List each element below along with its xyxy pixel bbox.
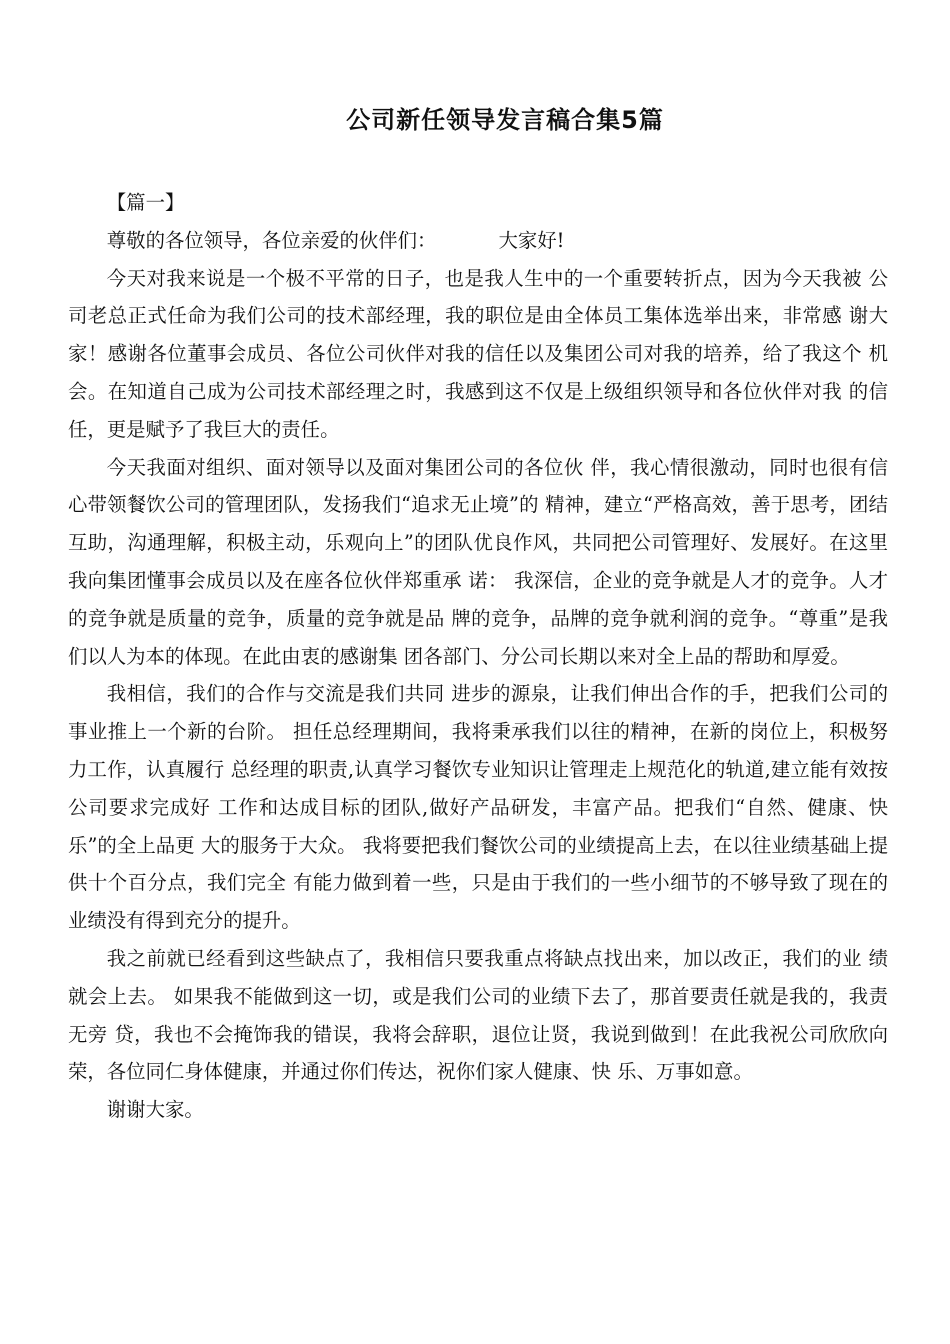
- document-body: [68, 184, 888, 1129]
- paragraph-3: 我相信，我们的合作与交流是我们共同 进步的源泉，让我们伸出合作的手，把我们公司的事业推上一个新的台阶。 担任总经理期间，我将秉承我们以往的精神，在新的岗位上，积极努力工作，认真履行 总经理的职责,认真学习餐饮专业知识让管理走上规范化的轨道,建立能有效按公司要求完成好 工作和达成目标的团队,做好产品研发，丰富产品。把我们“自然、健康、快乐”的全上品更 大的服务于大众。 我将要把我们餐饮公司的业绩提高上去，在以往业绩基础上提供十个百分点，我们完全 有能力做到着一些，只是由于我们的一些小细节的不够导致了现在的业绩没有得到充分的提升。: [68, 682, 888, 933]
- paragraph-1: 今天对我来说是一个极不平常的日子，也是我人生中的一个重要转折点，因为今天我被 公司老总正式任命为我们公司的技术部经理，我的职位是由全体员工集体选举出来，非常感 谢大家！感谢各位董事会成员、各位公司伙伴对我的信任以及集团公司对我的培养，给了我这个 机会。在知道自己成为公司技术部经理之时，我感到这不仅是上级组织领导和各位伙伴对我 的信任，更是赋予了我巨大的责任。: [68, 266, 888, 441]
- greeting-hello: 大家好!: [498, 228, 565, 252]
- paragraph-2: 今天我面对组织、面对领导以及面对集团公司的各位伙 伴，我心情很激动，同时也很有信心带领餐饮公司的管理团队，发扬我们“追求无止境”的 精神，建立“严格高效，善于思考，团结互助，沟通理解，积极主动，乐观向上”的团队优良作风，共同把公司管理好、发展好。在这里我向集团懂事会成员以及在座各位伙伴郑重承 诺： 我深信，企业的竞争就是人才的竞争。人才的竞争就是质量的竞争，质量的竞争就是品 牌的竞争，品牌的竞争就利润的竞争。“尊重”是我们以人为本的体现。在此由衷的感谢集 团各部门、分公司长期以来对全上品的帮助和厚爱。: [68, 455, 888, 668]
- paragraph-4: 我之前就已经看到这些缺点了，我相信只要我重点将缺点找出来，加以改正，我们的业 绩就会上去。 如果我不能做到这一切，或是我们公司的业绩下去了，那首要责任就是我的，我责无旁 贷，我也不会掩饰我的错误，我将会辞职，退位让贤，我说到做到！在此我祝公司欣欣向荣，各位同仁身体健康，并通过你们传达，祝你们家人健康、快 乐、万事如意。: [68, 946, 888, 1084]
- greeting-salutation: 尊敬的各位领导，各位亲爱的伙伴们：: [106, 228, 437, 252]
- section-label: 【篇一】: [106, 191, 185, 214]
- greeting-line: [68, 222, 888, 260]
- paragraph-closing: 谢谢大家。: [106, 1098, 204, 1122]
- document-title: 公司新任领导发言稿合集5篇: [346, 106, 664, 134]
